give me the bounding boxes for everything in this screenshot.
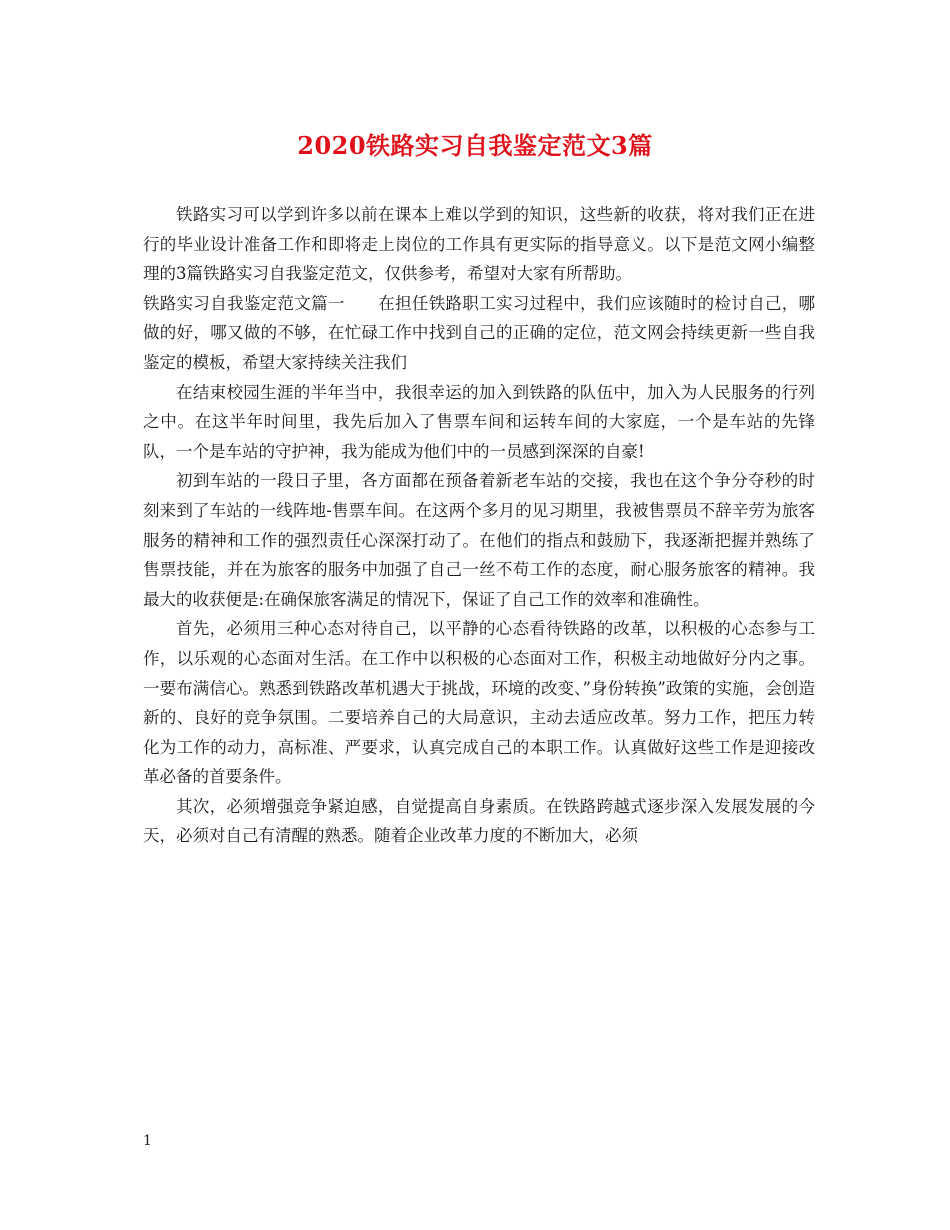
paragraph-station: 初到车站的一段日子里，各方面都在预备着新老车站的交接，我也在这个争分夺秒的时刻来到了车站的一线阵地-售票车间。在这两个多月的见习期里，我被售票员不辞辛劳为旅客服务的精神和工作的强烈责任心深深打动了。在他们的指点和鼓励下，我逐渐把握并熟练了售票技能，并在为旅客的服务中加强了自己一丝不苟工作的态度，耐心服务旅客的精神。我最大的收获便是:在确保旅客满足的情况下，保证了自己工作的效率和准确性。: [143, 471, 815, 609]
paragraph-section-one: 铁路实习自我鉴定范文篇一 在担任铁路职工实习过程中，我们应该随时的检讨自己，哪做的好，哪又做的不够，在忙碌工作中找到自己的正确的定位，范文网会持续更新一些自我鉴定的模板，希望大家持续关注我们: [143, 293, 815, 372]
document-title: 2020铁路实习自我鉴定范文3篇: [297, 131, 653, 160]
page-number: 1: [143, 1133, 152, 1149]
paragraph-second: 其次，必须增强竞争紧迫感，自觉提高自身素质。在铁路跨越式逐步深入发展发展的今天，必须对自己有清醒的熟悉。随着企业改革力度的不断加大，必须: [143, 796, 815, 846]
document-body: [143, 200, 815, 851]
paragraph-campus: 在结束校园生涯的半年当中，我很幸运的加入到铁路的队伍中，加入为人民服务的行列之中。在这半年时间里，我先后加入了售票车间和运转车间的大家庭，一个是车站的先锋队，一个是车站的守护神，我为能成为他们中的一员感到深深的自豪!: [143, 382, 815, 461]
paragraph-intro: 铁路实习可以学到许多以前在课本上难以学到的知识，这些新的收获，将对我们正在进行的毕业设计准备工作和即将走上岗位的工作具有更实际的指导意义。以下是范文网小编整理的3篇铁路实习自我鉴定范文，仅供参考，希望对大家有所帮助。: [143, 205, 815, 284]
paragraph-first: 首先，必须用三种心态对待自己，以平静的心态看待铁路的改革，以积极的心态参与工作，以乐观的心态面对生活。在工作中以积极的心态面对工作，积极主动地做好分内之事。一要布满信心。熟悉到铁路改革机遇大于挑战，环境的改变、”身份转换”政策的实施，会创造新的、良好的竞争氛围。二要培养自己的大局意识，主动去适应改革。努力工作，把压力转化为工作的动力，高标准、严要求，认真完成自己的本职工作。认真做好这些工作是迎接改革必备的首要条件。: [143, 619, 815, 787]
